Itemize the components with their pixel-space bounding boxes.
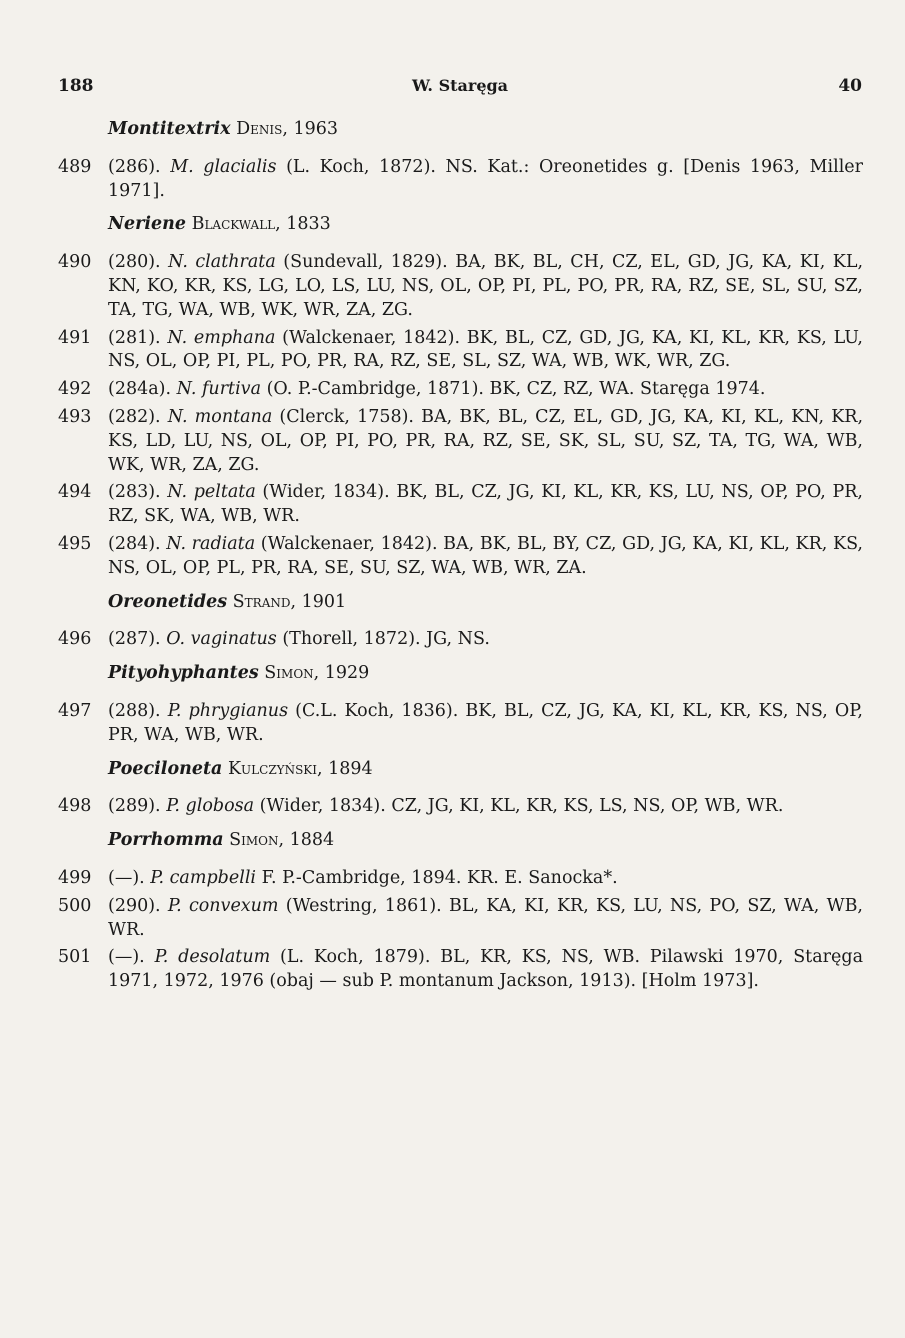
- species-author: (Wider, 1834).: [254, 796, 392, 817]
- genus-heading: [58, 118, 863, 142]
- entry-number: 499: [58, 867, 92, 888]
- entry-text: BK, BL, CZ, GD, JG, KA, KI, KL, KR, KS, LU, NS, OL, OP, PI, PL, PO, PR, RA, RZ, SE, SL, SZ, WA, WB, WK, WR, ZG.: [108, 327, 863, 372]
- species-entry: [58, 867, 863, 891]
- species-author: F. P.-Cambridge, 1894.: [256, 867, 467, 888]
- entry-number: 498: [58, 796, 92, 817]
- entry-ref: (288).: [108, 700, 168, 721]
- genus-name: Neriene: [108, 214, 186, 235]
- running-header: [58, 76, 862, 100]
- entry-text: BA, BK, BL, CZ, EL, GD, JG, KA, KI, KL, KN, KR, KS, LD, LU, NS, OL, OP, PI, PO, PR, RA, RZ, SE, SK, SL, SU, SZ, TA, TG, WA, WB, WK, WR, ZA, ZG.: [108, 406, 864, 475]
- species-entry: [58, 378, 863, 402]
- page-number: 188: [58, 76, 94, 96]
- species-author: (L. Koch, 1879).: [270, 947, 441, 968]
- entry-ref: (280).: [108, 252, 169, 273]
- entry-text: BL, KA, KI, KR, KS, LU, NS, PO, SZ, WA, WB, WR.: [108, 895, 863, 940]
- entry-text: BA, BK, BL, CH, CZ, EL, GD, JG, KA, KI, KL, KN, KO, KR, KS, LG, LO, LS, LU, NS, OL, OP, PI, PL, PO, PR, RA, RZ, SE, SL, SU, SZ, TA, TG, WA, WB, WK, WR, ZA, ZG.: [108, 252, 864, 320]
- species-author: (O. P.-Cambridge, 1871).: [261, 379, 490, 400]
- species-entry: [58, 327, 863, 375]
- genus-heading: [58, 758, 863, 782]
- entry-text: BA, BK, BL, BY, CZ, GD, JG, KA, KI, KL, KR, KS, NS, OL, OP, PL, PR, RA, SE, SU, SZ, WA, WB, WR, ZA.: [108, 533, 863, 578]
- species-name: P. campbelli: [150, 867, 257, 888]
- genus-heading: [58, 213, 863, 237]
- genus-name: Montitextrix: [108, 119, 231, 139]
- species-author: (Walckenaer, 1842).: [255, 533, 444, 554]
- species-name: P. globosa: [166, 796, 255, 817]
- genus-name: Pityohyphantes: [108, 663, 259, 684]
- species-entry: [58, 251, 863, 322]
- species-entry: [58, 700, 863, 748]
- species-author: (C.L. Koch, 1836).: [288, 700, 466, 721]
- genus-author: Simon, 1884: [229, 830, 335, 851]
- species-name: N. peltata: [167, 482, 256, 503]
- genus-author: Simon, 1929: [264, 663, 370, 684]
- entry-text: BK, BL, CZ, JG, KA, KI, KL, KR, KS, NS, OP, PR, WA, WB, WR.: [108, 700, 863, 745]
- species-entry: [58, 533, 863, 581]
- species-name: N. radiata: [166, 533, 256, 554]
- species-author: (Clerck, 1758).: [272, 406, 422, 427]
- species-entry: [58, 481, 863, 529]
- entry-text: NS. Kat.: Oreonetides g. [Denis 1963, Miller 1971].: [108, 156, 864, 201]
- entry-number: 501: [58, 947, 92, 968]
- entry-number: 495: [58, 533, 92, 554]
- entry-ref: (289).: [108, 796, 167, 817]
- species-entry: [58, 795, 863, 819]
- genus-author: Strand, 1901: [232, 591, 347, 612]
- entry-number: 492: [58, 379, 92, 400]
- genus-name: Poeciloneta: [108, 758, 223, 779]
- species-author: (Wider, 1834).: [255, 482, 397, 503]
- genus-heading: [58, 591, 863, 615]
- entry-ref: (290).: [108, 895, 168, 916]
- entry-ref: (284a).: [108, 379, 177, 400]
- species-name: N. furtiva: [176, 379, 262, 400]
- species-author: (Walckenaer, 1842).: [275, 327, 467, 348]
- genus-name: Oreonetides: [108, 591, 228, 612]
- genus-heading: [58, 829, 863, 853]
- entry-ref: (286).: [108, 156, 171, 177]
- species-name: M. glacialis: [170, 156, 277, 177]
- genus-heading: [58, 662, 863, 686]
- species-author: (Westring, 1861).: [278, 895, 449, 916]
- entry-number: 494: [58, 482, 92, 503]
- species-author: (L. Koch, 1872).: [276, 156, 446, 177]
- entry-text: KR. E. Sanocka*.: [466, 867, 618, 888]
- entry-ref: (—).: [108, 947, 155, 968]
- genus-author: Blackwall, 1833: [191, 214, 331, 235]
- entry-text: BL, KR, KS, NS, WB. Pilawski 1970, Staręga 1971, 1972, 1976 (obaj — sub P. montanum Jackson, 1913). [Holm 1973].: [108, 947, 864, 992]
- entry-ref: (281).: [108, 327, 168, 348]
- entry-ref: (—).: [108, 867, 151, 888]
- entry-number: 500: [58, 895, 92, 916]
- entry-number: 497: [58, 700, 92, 721]
- species-entry: [58, 946, 863, 994]
- species-entry: [58, 895, 863, 943]
- entry-ref: (284).: [108, 533, 167, 554]
- entry-text: CZ, JG, KI, KL, KR, KS, LS, NS, OP, WB, WR.: [391, 796, 784, 817]
- entry-number: 489: [58, 156, 92, 177]
- species-name: N. montana: [167, 406, 273, 427]
- species-entry: [58, 406, 863, 477]
- species-author: (Thorell, 1872).: [276, 629, 427, 650]
- genus-author: Denis, 1963: [236, 119, 339, 139]
- entry-text: JG, NS.: [426, 629, 490, 650]
- journal-number: 40: [838, 76, 862, 96]
- entry-ref: (282).: [108, 406, 168, 427]
- species-entry: [58, 156, 863, 204]
- entry-number: 490: [58, 252, 92, 273]
- entry-number: 493: [58, 406, 92, 427]
- species-name: P. phrygianus: [167, 700, 289, 721]
- genus-name: Porrhomma: [108, 830, 224, 851]
- entry-text: BK, CZ, RZ, WA. Staręga 1974.: [489, 379, 766, 400]
- entry-number: 491: [58, 327, 92, 348]
- running-author: W. Staręga: [411, 76, 509, 95]
- entry-number: 496: [58, 629, 92, 650]
- species-name: P. convexum: [167, 895, 279, 916]
- species-author: (Sundevall, 1829).: [275, 252, 456, 273]
- entry-ref: (283).: [108, 482, 168, 503]
- species-name: O. vaginatus: [166, 629, 277, 650]
- species-entry: [58, 628, 863, 652]
- species-name: P. desolatum: [154, 947, 271, 968]
- species-name: N. emphana: [167, 327, 276, 348]
- species-name: N. clathrata: [168, 252, 276, 273]
- genus-author: Kulczyński, 1894: [227, 758, 373, 779]
- entry-ref: (287).: [108, 629, 167, 650]
- entry-text: BK, BL, CZ, JG, KI, KL, KR, KS, LU, NS, OP, PO, PR, RZ, SK, WA, WB, WR.: [108, 482, 863, 527]
- species-list: [58, 118, 863, 998]
